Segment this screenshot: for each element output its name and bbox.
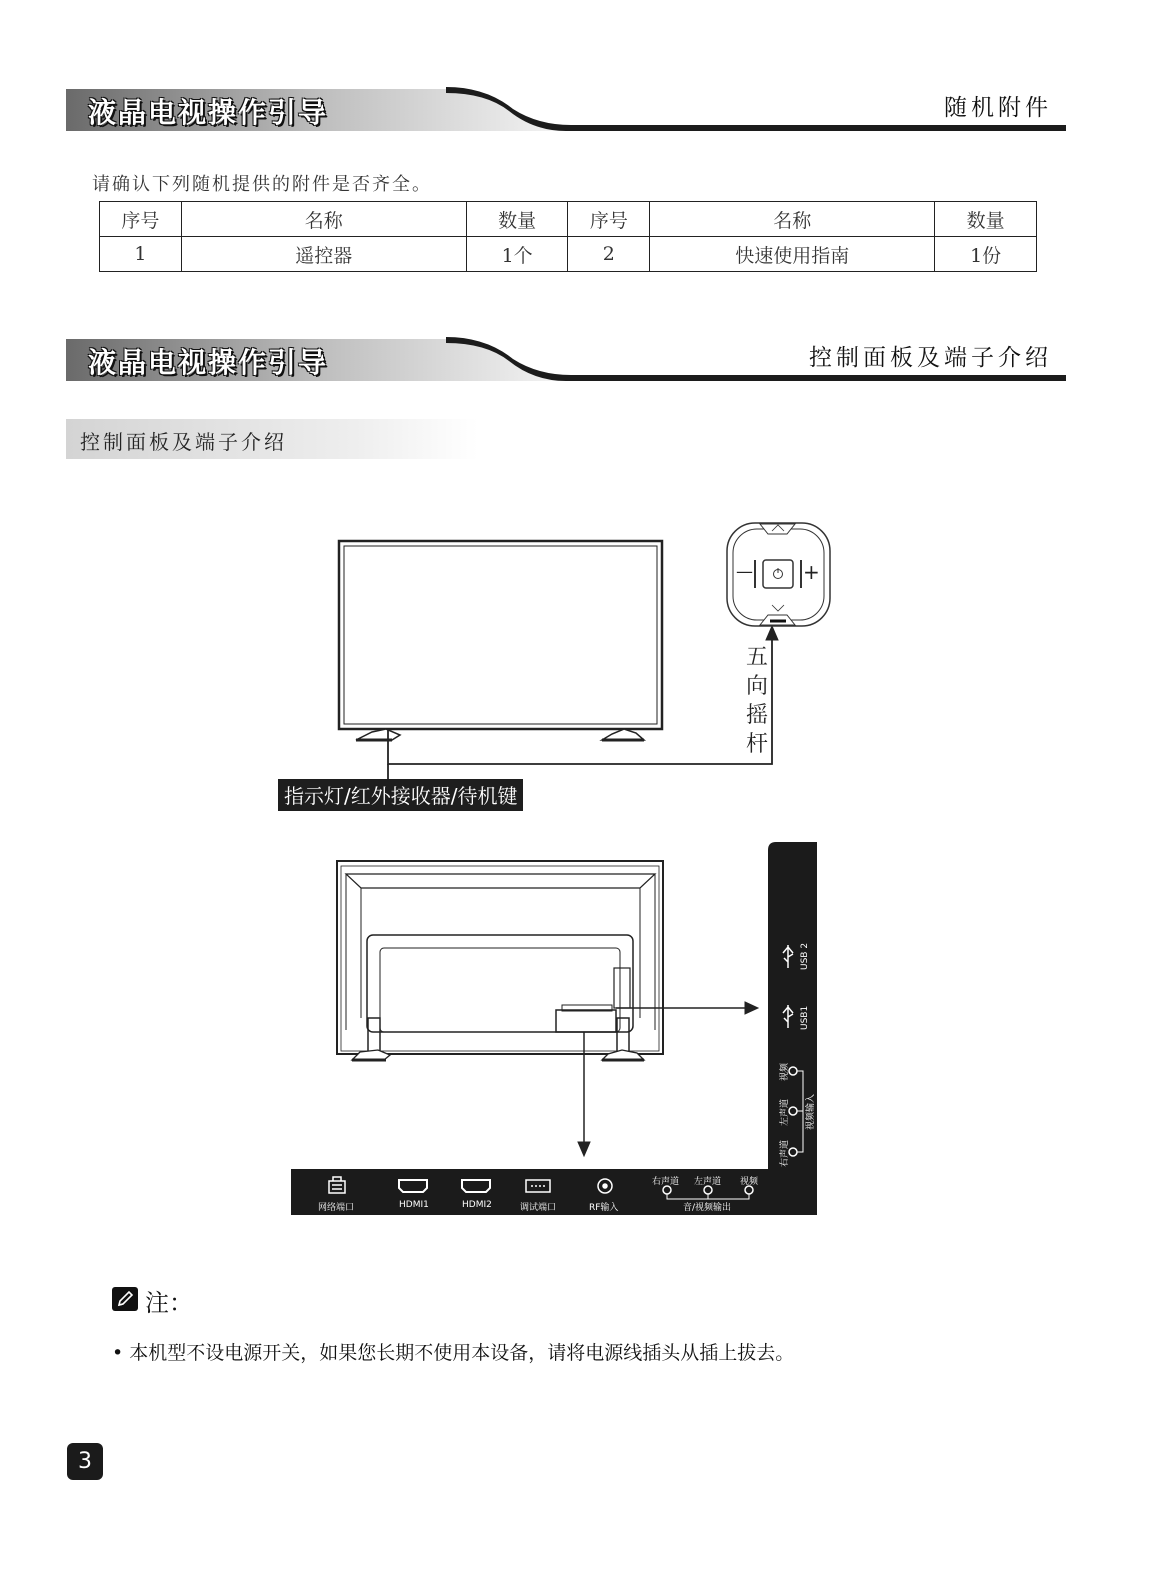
- joystick-label: [742, 643, 772, 759]
- indicator-label: 指示灯/红外接收器/待机键: [278, 779, 523, 811]
- header-section-name: 控制面板及端子介绍: [809, 345, 1052, 371]
- joystick-plus-label: +: [803, 560, 820, 584]
- av-out-group-label: 音/视频输出: [683, 1203, 732, 1213]
- hdmi1-port-label: HDMI1: [399, 1200, 429, 1210]
- table-header-cell: 名称: [181, 202, 466, 237]
- usb2-label: USB 2: [800, 942, 810, 970]
- joystick-label-char: 五: [745, 645, 768, 670]
- lan-port-label: 网络端口: [318, 1203, 355, 1213]
- header-title: 液晶电视操作引导: [88, 96, 329, 129]
- joystick-label-char: 向: [745, 674, 768, 699]
- table-header-cell: 名称: [650, 202, 935, 237]
- av-in-group-label: 视频输入: [806, 1093, 816, 1130]
- table-cell: 1个: [466, 237, 568, 272]
- table-cell: 快速使用指南: [650, 237, 935, 272]
- note-title: 注：: [145, 1289, 193, 1317]
- table-header-cell: 序号: [100, 202, 182, 237]
- table-cell: 1份: [935, 237, 1037, 272]
- av-in-right-label: 右声道: [780, 1139, 790, 1167]
- note-text: • 本机型不设电源开关，如果您长期不使用本设备，请将电源线插头从插上拔去。: [112, 1342, 795, 1364]
- table-cell: 2: [568, 237, 650, 272]
- av-out-right-label: 右声道: [652, 1177, 680, 1187]
- hdmi2-port-label: HDMI2: [462, 1200, 492, 1210]
- joystick-label-char: 杆: [745, 732, 768, 757]
- av-in-left-label: 左声道: [780, 1098, 790, 1126]
- rf-port-label: RF输入: [589, 1203, 619, 1213]
- usb1-label: USB1: [800, 1005, 810, 1030]
- subheading-text: 控制面板及端子介绍: [80, 430, 287, 454]
- av-out-video-label: 视频: [740, 1177, 759, 1187]
- table-header-cell: 数量: [935, 202, 1037, 237]
- header-title: 液晶电视操作引导: [88, 346, 329, 379]
- table-cell: 遥控器: [181, 237, 466, 272]
- joystick-minus-label: —: [736, 562, 753, 582]
- header-section-name: 随机附件: [944, 95, 1052, 121]
- av-in-video-label: 视频: [780, 1062, 790, 1081]
- pencil-icon: [112, 1287, 138, 1311]
- tv-back-view: [337, 861, 758, 1156]
- av-out-left-label: 左声道: [694, 1177, 722, 1187]
- debug-port-label: 调试端口: [520, 1203, 557, 1213]
- port-panel-shape: [291, 842, 817, 1215]
- accessories-intro: 请确认下列随机提供的附件是否齐全。: [92, 174, 432, 195]
- table-header-cell: 数量: [466, 202, 568, 237]
- page-number: 3: [67, 1443, 103, 1480]
- table-header-cell: 序号: [568, 202, 650, 237]
- tv-front-view: [339, 541, 778, 782]
- table-cell: 1: [100, 237, 182, 272]
- joystick-label-char: 摇: [745, 703, 768, 728]
